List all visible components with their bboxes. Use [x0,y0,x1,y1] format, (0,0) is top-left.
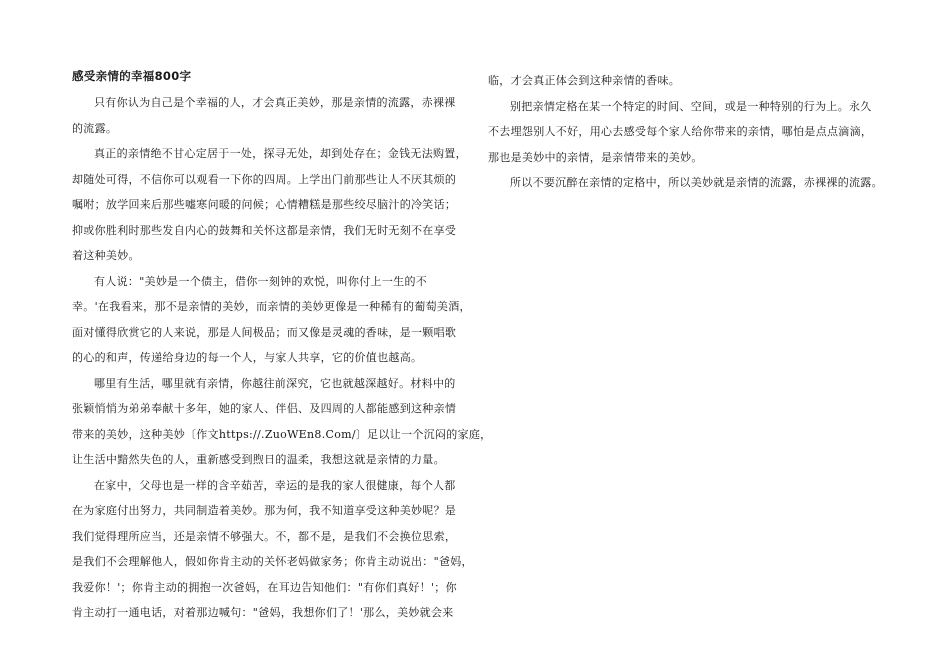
text-line: 带来的美妙，这种美妙〔作文https://.ZuoWEn8.Com/〕足以让一个沉闷的家庭， [72,427,492,441]
right-column-body [488,68,888,196]
text-line: 别把亲情定格在某一个特定的时间、空间，或是一种特别的行为上。永久 [510,99,872,113]
text-line: 的流露。 [72,121,118,135]
right-column [488,68,888,196]
text-line: 幸。'在我看来，那不是亲情的美妙，而亲情的美妙更像是一种稀有的葡萄美酒， [72,300,471,313]
text-line: 是我们不会理解他人，假如你肯主动的关怀老妈做家务；你肯主动说出："爸妈， [72,555,473,568]
text-line: 不去埋怨别人不好，用心去感受每个家人给你带来的亲情，哪怕是点点滴滴， [488,125,873,138]
text-line: 张颖悄悄为弟弟奉献十多年，她的家人、伴侣、及四周的人都能感到这种亲情 [72,402,457,415]
text-line: 面对懂得欣赏它的人来说，那是人间极品；而又像是灵魂的香味，是一颗唱歌 [72,325,457,339]
text-line: 那也是美妙中的亲情，是亲情带来的美妙。 [488,150,703,164]
text-line: 所以不要沉醉在亲情的定格中，所以美妙就是亲情的流露，赤裸裸的流露。 [510,176,883,189]
text-line: 真正的亲情绝不甘心定居于一处，探寻无处，却到处存在；金钱无法购置， [94,147,467,160]
text-line: 却随处可得，不信你可以观看一下你的四周。上学出门前那些让人不厌其烦的 [72,172,457,186]
text-line: 有人说："美妙是一个债主，借你一刻钟的欢悦，叫你付上一生的不 [94,274,428,288]
text-line: 肯主动打一通电话，对着那边喊句："爸妈，我想你们了！'那么，美妙就会来 [72,606,454,619]
text-line: 我爱你！'；你肯主动的拥抱一次爸妈，在耳边告知他们："有你们真好！'；你 [72,580,457,594]
text-line: 让生活中黯然失色的人，重新感受到煦日的温柔，我想这就是亲情的力量。 [72,453,445,466]
text-line: 哪里有生活，哪里就有亲情，你越往前深究，它也就越深越好。材料中的 [94,376,456,390]
document-title: 感受亲情的幸福800字 [72,69,192,83]
left-column-body [72,90,492,626]
left-column [72,68,492,626]
text-line: 临，才会真正体会到这种亲情的香味。 [488,74,681,87]
text-line: 的心的和声，传递给身边的每一个人，与家人共享，它的价值也越高。 [72,351,423,364]
text-line: 着这种美妙。 [72,249,140,262]
text-line: 我们觉得理所应当，还是亲情不够强大。不，都不是，是我们不会换位思索， [72,529,457,543]
text-line: 在家中，父母也是一样的含辛茹苦，幸运的是我的家人很健康，每个人都 [94,478,456,492]
text-line: 在为家庭付出努力，共同制造着美妙。那为何，我不知道享受这种美妙呢？是 [72,504,457,517]
text-line: 只有你认为自己是个幸福的人，才会真正美妙，那是亲情的流露，赤裸裸 [94,96,456,109]
text-line: 抑或你胜利时那些发自内心的鼓舞和关怀这都是亲情，我们无时无刻不在享受 [72,223,457,237]
text-line: 嘱咐；放学回来后那些嘘寒问暖的问候；心情糟糕是那些绞尽脑汁的冷笑话； [72,198,457,211]
